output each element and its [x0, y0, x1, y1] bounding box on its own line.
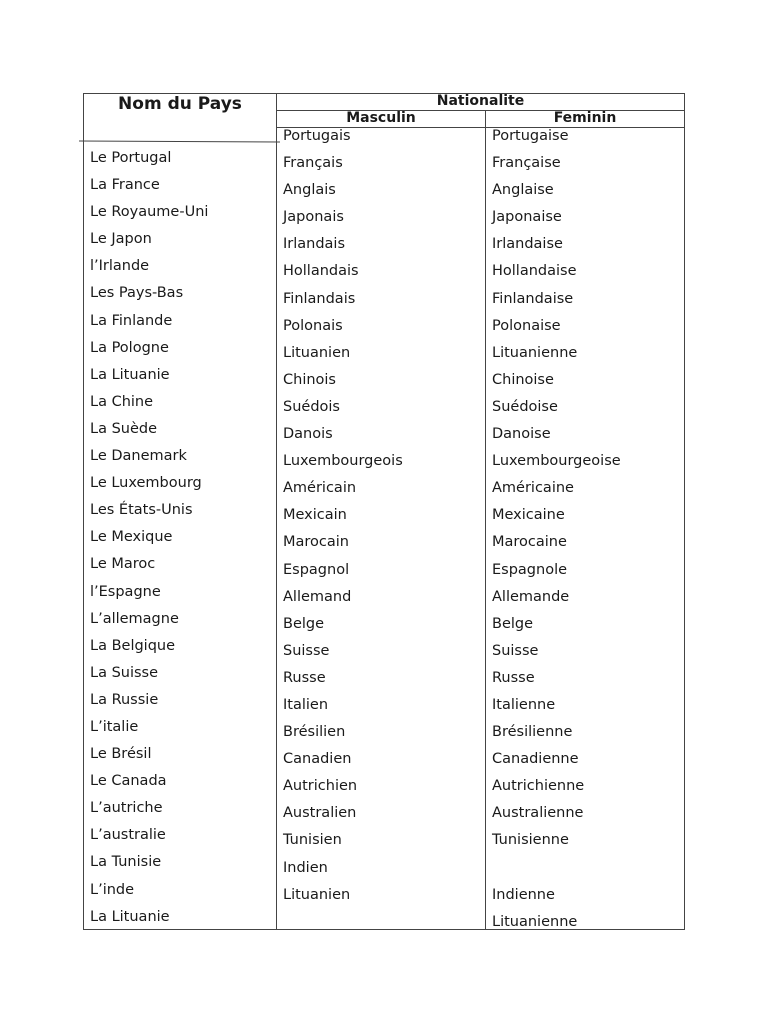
country-cell: La France — [90, 177, 160, 194]
country-cell: L’allemagne — [90, 610, 179, 627]
masculine-cell: Hollandais — [283, 263, 359, 280]
masculine-cell: Lituanien — [283, 344, 351, 361]
country-cell: Le Royaume-Uni — [90, 204, 209, 221]
country-cell: Les États-Unis — [90, 502, 193, 519]
feminine-cell: Irlandaise — [492, 236, 563, 253]
masculine-cell: Mexicain — [283, 507, 347, 524]
masculine-cell: Français — [283, 155, 343, 172]
masculine-cell: Belge — [283, 615, 325, 632]
masculine-column — [283, 123, 403, 909]
country-column — [90, 145, 208, 931]
country-cell: l’Irlande — [90, 258, 150, 275]
nationality-heading: Nationalite — [436, 93, 525, 109]
feminine-cell: Luxembourgeoise — [492, 453, 621, 470]
country-cell: L’autriche — [90, 800, 163, 817]
masculine-cell: Allemand — [283, 588, 352, 605]
feminine-cell: Mexicaine — [492, 507, 565, 524]
table-column-divider-2 — [485, 110, 486, 930]
feminine-column — [492, 123, 621, 936]
feminine-cell: Suisse — [492, 642, 539, 659]
feminine-cell: Brésilienne — [492, 724, 573, 741]
country-cell: La Pologne — [90, 339, 169, 356]
feminine-cell: Américaine — [492, 480, 574, 497]
masculine-cell: Finlandais — [283, 290, 356, 307]
feminine-cell: Russe — [492, 669, 535, 686]
feminine-cell: Italienne — [492, 696, 556, 713]
country-cell: Les Pays-Bas — [90, 285, 184, 302]
country-cell: Le Danemark — [90, 448, 187, 465]
feminine-cell: Autrichienne — [492, 778, 585, 795]
masculine-cell: Indien — [283, 859, 328, 876]
masculine-column-heading: Masculin — [346, 110, 416, 126]
masculine-cell: Portugais — [283, 128, 351, 144]
masculine-cell: Lituanien — [283, 886, 351, 903]
country-cell: La Lituanie — [90, 366, 170, 383]
country-column-heading: Nom du Pays — [118, 94, 242, 114]
country-cell: Le Brésil — [90, 746, 152, 763]
country-cell: l’Espagne — [90, 583, 161, 600]
country-cell: La Suède — [90, 420, 158, 437]
feminine-cell: Australienne — [492, 805, 584, 822]
country-header-rule — [79, 140, 280, 142]
masculine-cell: Australien — [283, 805, 357, 822]
country-cell: La Tunisie — [90, 854, 162, 871]
masculine-cell: Anglais — [283, 182, 336, 199]
country-cell: La Finlande — [90, 312, 173, 329]
feminine-cell: Danoise — [492, 426, 551, 443]
country-cell: L’inde — [90, 881, 135, 898]
feminine-cell: Polonaise — [492, 317, 561, 334]
masculine-cell: Américain — [283, 480, 357, 497]
masculine-cell: Tunisien — [283, 832, 342, 849]
feminine-cell: Chinoise — [492, 371, 554, 388]
masculine-cell: Chinois — [283, 371, 336, 388]
feminine-cell: Japonaise — [492, 209, 562, 226]
country-cell: Le Maroc — [90, 556, 156, 573]
masculine-cell: Japonais — [283, 209, 344, 226]
country-cell: L’italie — [90, 718, 139, 735]
masculine-cell: Autrichien — [283, 778, 358, 795]
feminine-cell: Belge — [492, 615, 534, 632]
masculine-cell: Danois — [283, 426, 333, 443]
feminine-cell: Finlandaise — [492, 290, 574, 307]
masculine-cell: Italien — [283, 696, 329, 713]
country-cell: La Chine — [90, 393, 154, 410]
feminine-cell: Lituanienne — [492, 913, 578, 930]
country-cell: Le Mexique — [90, 529, 173, 546]
country-cell: Le Japon — [90, 231, 152, 248]
feminine-cell: Marocaine — [492, 534, 567, 551]
masculine-cell: Marocain — [283, 534, 349, 551]
feminine-cell: Anglaise — [492, 182, 554, 199]
feminine-cell: Suédoise — [492, 398, 558, 415]
feminine-cell: Allemande — [492, 588, 570, 605]
masculine-cell: Brésilien — [283, 724, 346, 741]
table-right-border — [684, 93, 685, 930]
masculine-cell: Irlandais — [283, 236, 346, 253]
table-left-border — [83, 93, 84, 930]
feminine-cell: Tunisienne — [492, 832, 569, 849]
feminine-cell: Portugaise — [492, 128, 569, 144]
country-cell: Le Luxembourg — [90, 475, 202, 492]
country-cell: La Suisse — [90, 664, 159, 681]
country-cell: Le Canada — [90, 773, 167, 790]
masculine-cell: Canadien — [283, 751, 352, 768]
feminine-cell: Canadienne — [492, 751, 579, 768]
masculine-cell: Russe — [283, 669, 326, 686]
masculine-cell: Suédois — [283, 398, 340, 415]
country-cell: L’australie — [90, 827, 166, 844]
feminine-column-heading: Feminin — [553, 110, 617, 126]
feminine-cell: Hollandaise — [492, 263, 577, 280]
feminine-cell: Indienne — [492, 886, 555, 903]
masculine-cell: Suisse — [283, 642, 330, 659]
country-cell: La Lituanie — [90, 908, 170, 925]
feminine-cell: Espagnole — [492, 561, 568, 578]
masculine-cell: Luxembourgeois — [283, 453, 403, 470]
feminine-cell: Lituanienne — [492, 344, 578, 361]
masculine-cell: Polonais — [283, 317, 343, 334]
country-cell: La Belgique — [90, 637, 176, 654]
feminine-cell — [492, 855, 621, 882]
feminine-cell: Française — [492, 155, 561, 172]
masculine-cell: Espagnol — [283, 561, 350, 578]
country-cell: La Russie — [90, 691, 159, 708]
table-column-divider-1 — [276, 93, 277, 930]
country-cell: Le Portugal — [90, 150, 172, 166]
